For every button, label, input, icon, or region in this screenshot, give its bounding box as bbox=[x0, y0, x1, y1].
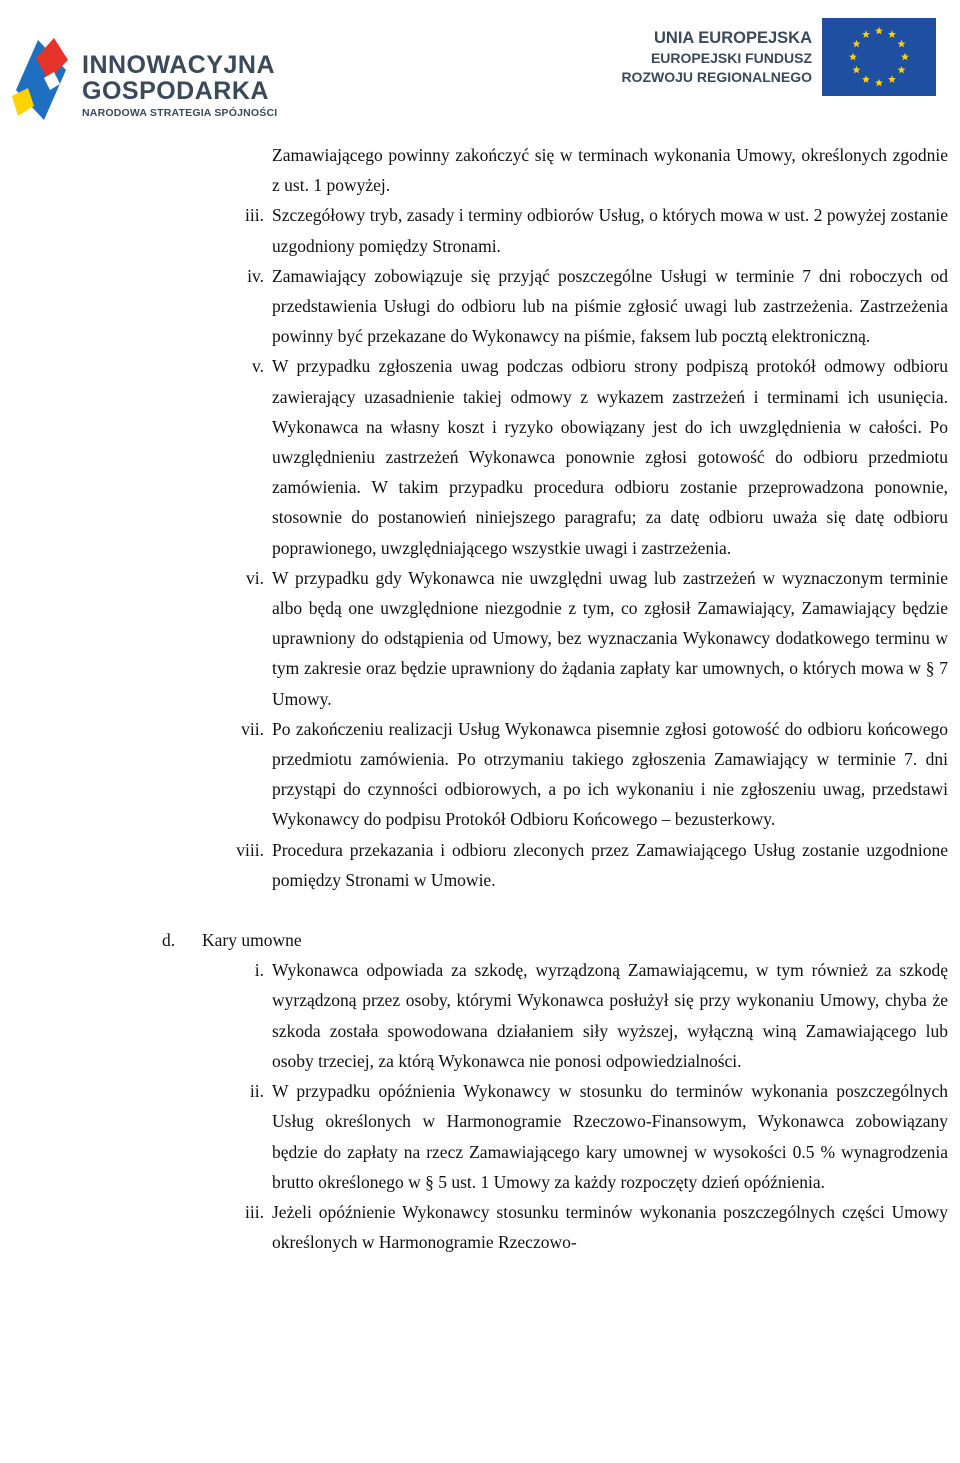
section-d-heading bbox=[162, 925, 960, 955]
section-d-title: Kary umowne bbox=[202, 930, 302, 951]
logo-left-line2: GOSPODARKA bbox=[82, 77, 269, 105]
list-item-number: iii. bbox=[245, 1201, 264, 1222]
list-item-number: vii. bbox=[241, 718, 264, 739]
logo-left-line3: NARODOWA STRATEGIA SPÓJNOŚCI bbox=[82, 107, 278, 119]
list-item-number: i. bbox=[254, 960, 264, 981]
list-item bbox=[241, 714, 948, 835]
list-items-d bbox=[0, 955, 960, 1257]
list-items-top bbox=[0, 140, 960, 895]
list-item-text: Jeżeli opóźnienie Wykonawcy stosunku terminów wykonania poszczególnych części Umowy określonych w Harmonogramie Rzeczowo- bbox=[272, 1201, 948, 1253]
list-item-number: ii. bbox=[249, 1081, 264, 1102]
list-item-number: v. bbox=[252, 356, 264, 377]
innowacyjna-gospodarka-logo bbox=[8, 30, 308, 125]
list-item-text: W przypadku gdy Wykonawca nie uwzględni uwag lub zastrzeżeń w wyznaczonym terminie albo będą one uwzględnione niezgodnie z tym, co zgłosił Zamawiający, Zamawiający będzie uprawniony do odstąpienia od Umowy, bez wyznaczania Wykonawcy dodatkowego terminu w tym zakresie oraz będzie uprawniony do żądania zapłaty kar umownych, o których mowa w § 7 Umowy. bbox=[272, 567, 948, 709]
list-item-number: iii. bbox=[245, 205, 264, 226]
innowacyjna-gospodarka-logo-icon bbox=[8, 30, 80, 122]
list-item bbox=[272, 140, 948, 200]
page-header bbox=[0, 0, 960, 130]
list-item-number: viii. bbox=[236, 839, 264, 860]
list-item bbox=[246, 563, 948, 714]
list-item bbox=[249, 1076, 948, 1197]
eu-logo-line1: UNIA EUROPEJSKA bbox=[654, 29, 812, 47]
list-item-text: Szczegółowy tryb, zasady i terminy odbiorów Usług, o których mowa w ust. 2 powyżej zostanie uzgodniony pomiędzy Stronami. bbox=[272, 205, 948, 256]
list-item-text: Zamawiający zobowiązuje się przyjąć poszczególne Usługi w terminie 7 dni roboczych od przedstawienia Usługi do odbioru lub na piśmie zgłosić uwagi lub zastrzeżenia. Zastrzeżenia powinny być przekazane do Wykonawcy na piśmie, faksem lub pocztą elektroniczną. bbox=[272, 265, 948, 347]
list-item-text: Po zakończeniu realizacji Usług Wykonawca pisemnie zgłosi gotowość do odbioru końcowego przedmiotu zamówienia. Po otrzymaniu takiego zgłoszenia Zamawiający w terminie 7. dni przystąpi do czynności odbiorowych, a po ich wykonaniu i nie zgłoszeniu uwag, przedstawi Wykonawcy do podpisu Protokół Odbioru Końcowego – bezusterkowy. bbox=[272, 718, 948, 830]
list-item-text: W przypadku zgłoszenia uwag podczas odbioru strony podpiszą protokół odmowy odbioru zawierający uzasadnienie takiej odmowy z wykazem zastrzeżeń i terminami ich usunięcia. Wykonawca na własny koszt i ryzyko obowiązany jest do ich uwzględnienia w całości. Po uwzględnieniu zastrzeżeń Wykonawca ponownie zgłosi gotowość do odbioru przedmiotu zamówienia. W takim przypadku procedura odbioru zostanie przeprowadzona ponownie, stosownie do postanowień niniejszego paragrafu; za datę odbioru uważa się datę odbioru poprawionego, uwzględniającego wszystkie uwagi i zastrzeżenia. bbox=[272, 356, 948, 558]
list-item bbox=[247, 261, 948, 352]
list-item-text: Zamawiającego powinny zakończyć się w terminach wykonania Umowy, określonych zgodnie z ust. 1 powyżej. bbox=[272, 145, 948, 196]
list-item-text: Wykonawca odpowiada za szkodę, wyrządzoną Zamawiającemu, w tym również za szkodę wyrządzoną przez osoby, którymi Wykonawca posłużył się przy wykonaniu Umowy, chyba że szkoda została spowodowana działaniem siły wyższej, wyłączną winą Zamawiającego lub osoby trzeciej, za którą Wykonawca nie ponosi odpowiedzialności. bbox=[272, 960, 948, 1071]
list-item bbox=[245, 200, 948, 260]
logo-left-line1: INNOWACYJNA bbox=[82, 51, 276, 79]
eu-logo-line2: EUROPEJSKI FUNDUSZ bbox=[650, 50, 812, 66]
list-item-text: W przypadku opóźnienia Wykonawcy w stosunku do terminów wykonania poszczególnych Usług określonych w Harmonogramie Rzeczowo-Finansowym, Wykonawca zobowiązany będzie do zapłaty na rzecz Zamawiającego kary umownej w wysokości 0.5 % wynagrodzenia brutto określonego w § 5 ust. 1 Umowy za każdy rozpoczęty dzień opóźnienia. bbox=[272, 1081, 948, 1192]
list-item bbox=[245, 1197, 948, 1257]
list-item bbox=[252, 351, 948, 562]
list-item-number: iv. bbox=[247, 265, 264, 286]
eu-logo bbox=[612, 18, 942, 100]
list-item bbox=[236, 835, 948, 895]
section-d-number: d. bbox=[162, 930, 176, 951]
eu-flag-icon bbox=[822, 18, 936, 96]
list-item bbox=[254, 955, 948, 1076]
list-item-text: Procedura przekazania i odbioru zleconych przez Zamawiającego Usług zostanie uzgodnione pomiędzy Stronami w Umowie. bbox=[272, 839, 948, 890]
document-body bbox=[0, 140, 960, 1257]
eu-logo-line3: ROZWOJU REGIONALNEGO bbox=[621, 69, 812, 85]
list-item-number: vi. bbox=[246, 567, 264, 588]
